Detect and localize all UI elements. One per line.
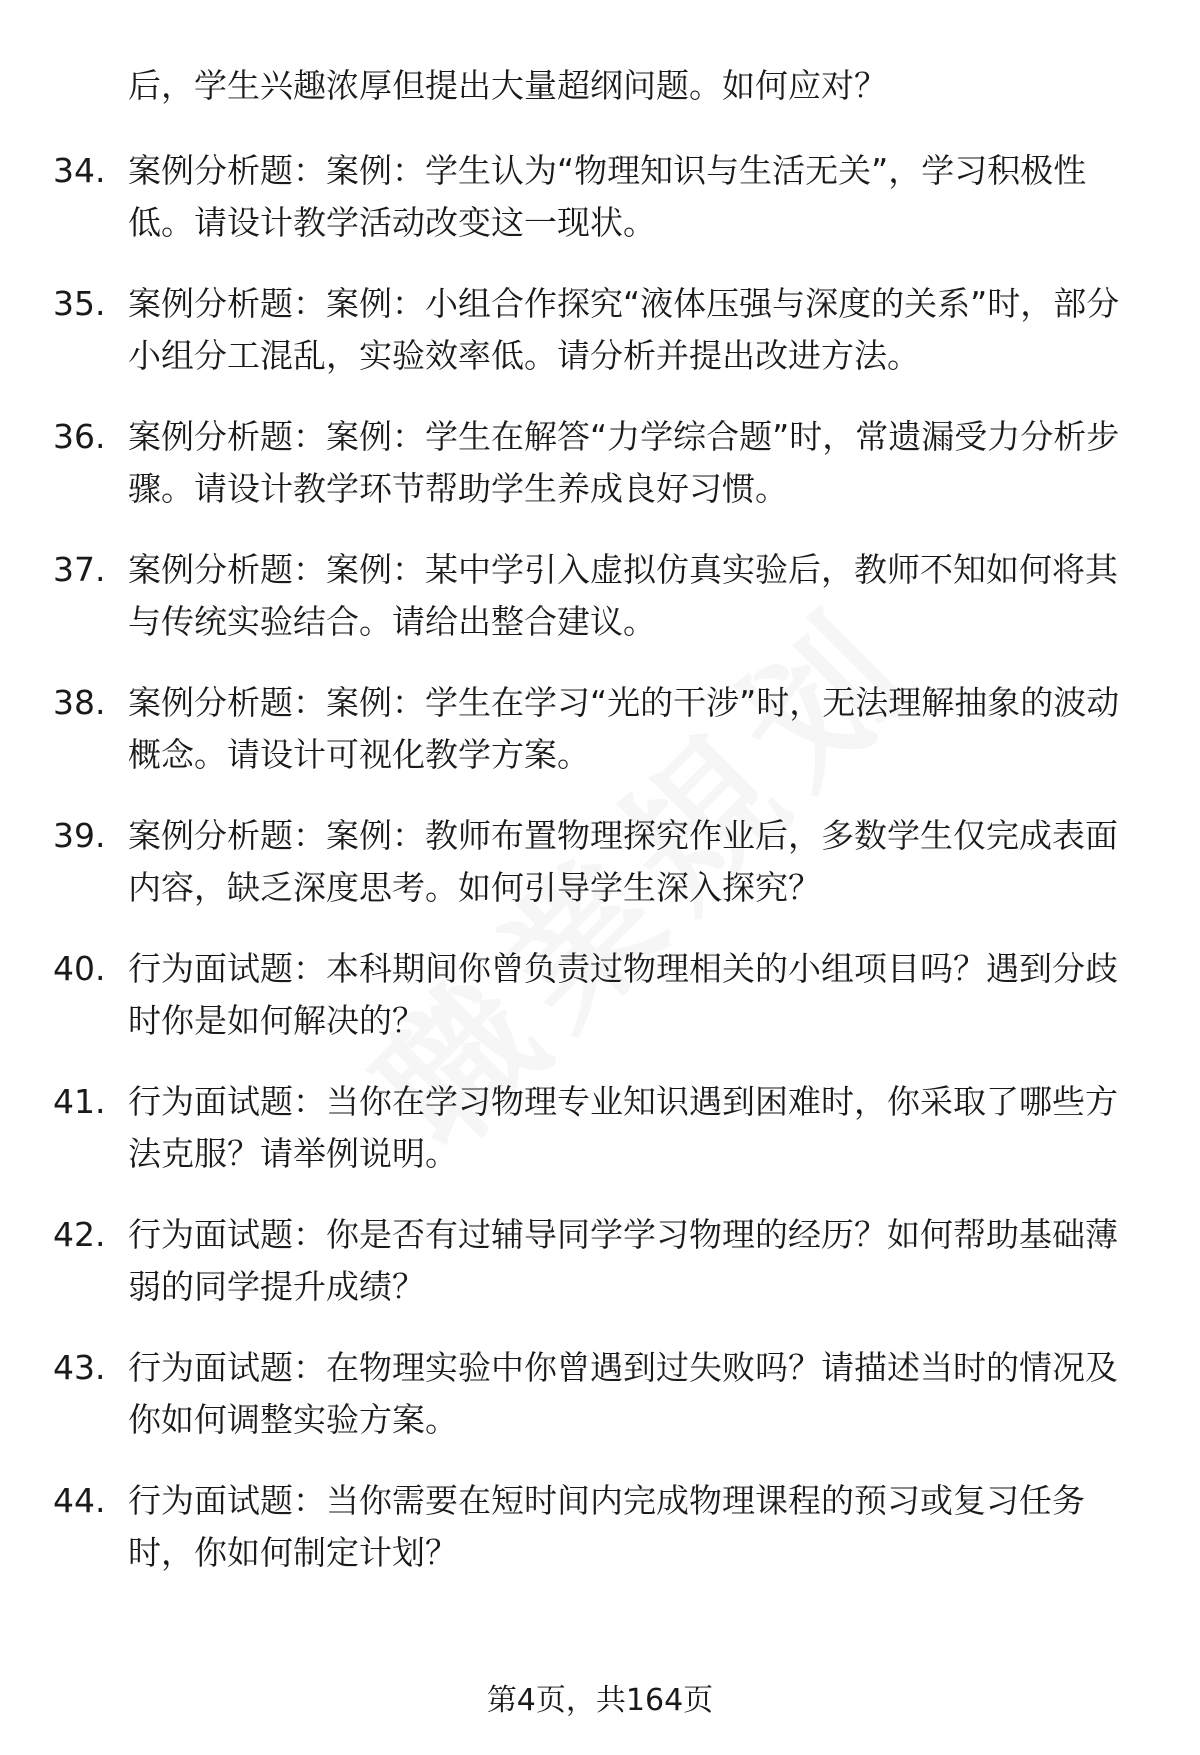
question-number: 42.	[53, 1215, 106, 1254]
question-text: 案例分析题：案例：学生在解答“力学综合题”时，常遗漏受力分析步骤。请设计教学环节帮助学生养成良好习惯。	[128, 417, 1120, 508]
question-number: 39.	[53, 816, 106, 855]
question-item	[0, 544, 1200, 648]
question-text: 行为面试题：当你需要在短时间内完成物理课程的预习或复习任务时，你如何制定计划？	[128, 1481, 1085, 1572]
question-number: 37.	[53, 550, 106, 589]
question-number: 41.	[53, 1082, 106, 1121]
question-list	[0, 145, 1200, 1608]
question-text: 案例分析题：案例：某中学引入虚拟仿真实验后，教师不知如何将其与传统实验结合。请给出整合建议。	[128, 550, 1118, 641]
continuation-text: 后，学生兴趣浓厚但提出大量超纲问题。如何应对？	[128, 66, 887, 105]
question-number: 35.	[53, 284, 106, 323]
question-item	[0, 1475, 1200, 1579]
question-item	[0, 810, 1200, 914]
question-item	[0, 145, 1200, 249]
question-item	[0, 411, 1200, 515]
question-item	[0, 1209, 1200, 1313]
question-number: 36.	[53, 417, 106, 456]
question-text: 案例分析题：案例：小组合作探究“液体压强与深度的关系”时，部分小组分工混乱，实验效率低。请分析并提出改进方法。	[128, 284, 1120, 375]
question-text: 案例分析题：案例：学生认为“物理知识与生活无关”，学习积极性低。请设计教学活动改变这一现状。	[128, 151, 1087, 242]
question-item	[0, 1342, 1200, 1446]
question-number: 38.	[53, 683, 106, 722]
question-text: 行为面试题：在物理实验中你曾遇到过失败吗？请描述当时的情况及你如何调整实验方案。	[128, 1348, 1118, 1439]
question-number: 43.	[53, 1348, 106, 1387]
question-text: 案例分析题：案例：学生在学习“光的干涉”时，无法理解抽象的波动概念。请设计可视化教学方案。	[128, 683, 1120, 774]
question-text: 行为面试题：本科期间你曾负责过物理相关的小组项目吗？遇到分歧时你是如何解决的？	[128, 949, 1118, 1040]
question-text: 行为面试题：你是否有过辅导同学学习物理的经历？如何帮助基础薄弱的同学提升成绩？	[128, 1215, 1118, 1306]
question-number: 34.	[53, 151, 106, 190]
question-item	[0, 1076, 1200, 1180]
question-text: 行为面试题：当你在学习物理专业知识遇到困难时，你采取了哪些方法克服？请举例说明。	[128, 1082, 1118, 1173]
question-number: 40.	[53, 949, 106, 988]
question-item	[0, 677, 1200, 781]
question-text: 案例分析题：案例：教师布置物理探究作业后，多数学生仅完成表面内容，缺乏深度思考。如何引导学生深入探究？	[128, 816, 1118, 907]
question-number: 44.	[53, 1481, 106, 1520]
page-footer: 第4页，共164页	[486, 1683, 714, 1718]
question-item	[0, 943, 1200, 1047]
question-item	[0, 278, 1200, 382]
